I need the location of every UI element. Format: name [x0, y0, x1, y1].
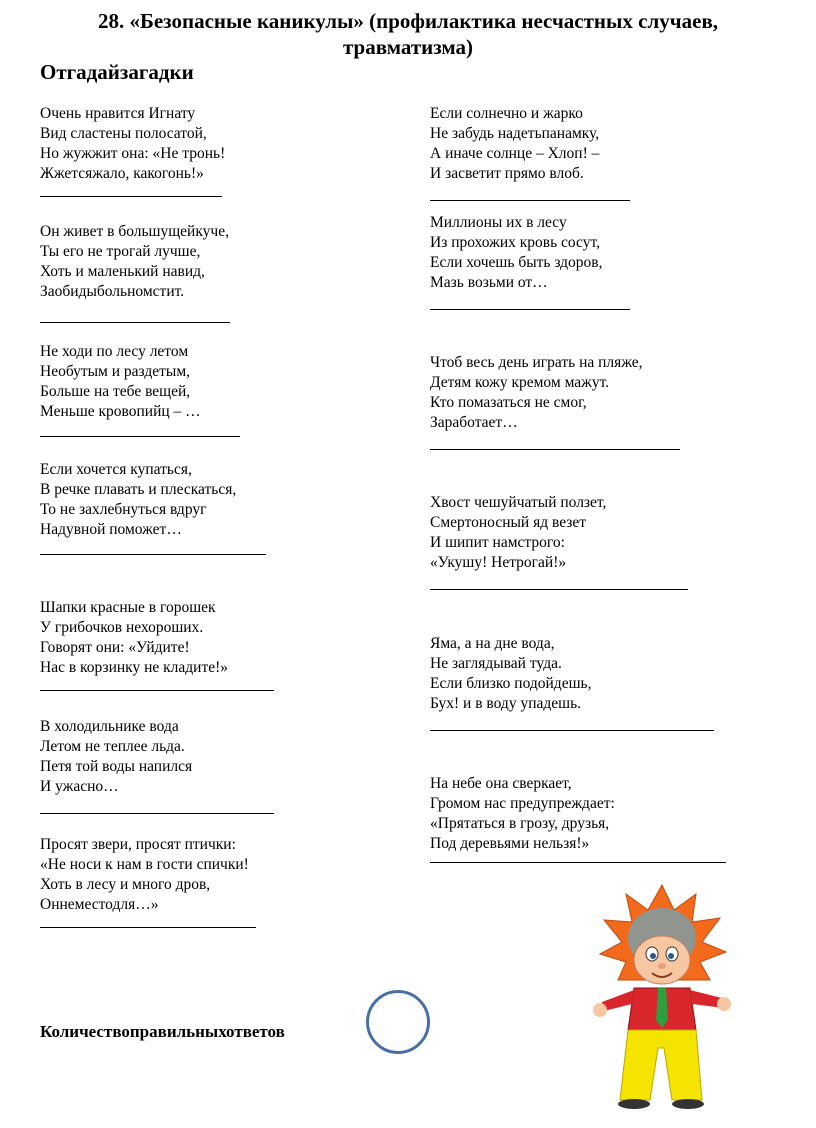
answer-line: [40, 554, 266, 555]
riddle-line: У грибочков нехороших.: [40, 619, 204, 636]
riddle-line: Больше на тебе вещей,: [40, 383, 191, 400]
riddle-line: Если близко подойдешь,: [430, 675, 592, 692]
riddle-line: Летом не теплее льда.: [40, 738, 185, 755]
title-line-1: 28. «Безопасные каникулы» (профилактика несчастных случаев,: [97, 9, 719, 33]
riddle-right-4: [430, 493, 688, 590]
answer-line: [40, 322, 230, 323]
riddle-line: Мазь возьми от…: [430, 274, 548, 291]
riddle-line: Под деревьями нельзя!»: [430, 835, 590, 852]
riddle-line: Бух! и в воду упадешь.: [430, 695, 582, 712]
riddle-line: Чтоб весь день играть на пляже,: [430, 354, 643, 371]
riddle-line: Не забудь надетьпанамку,: [430, 125, 600, 142]
riddle-left-1: [40, 104, 225, 197]
riddle-line: Необутым и раздетым,: [40, 363, 191, 380]
riddle-line: В речке плавать и плескаться,: [40, 481, 237, 498]
riddle-line: Смертоносный яд везет: [430, 514, 587, 531]
riddle-line: Громом нас предупреждает:: [430, 795, 615, 812]
cartoon-boy-icon: [592, 880, 732, 1110]
answer-line: [40, 436, 240, 437]
answer-line: [40, 196, 222, 197]
correct-answers-label: Количествоправильныхответов: [40, 1022, 285, 1041]
riddle-right-5: [430, 634, 714, 731]
title-line-2: травматизма): [342, 35, 474, 59]
score-circle[interactable]: [366, 990, 430, 1054]
riddle-line: На небе она сверкает,: [430, 775, 572, 792]
riddle-line: Миллионы их в лесу: [430, 214, 567, 231]
answer-line: [430, 862, 726, 863]
riddle-line: Нас в корзинку не кладите!»: [40, 659, 229, 676]
riddle-line: Заобидыбольномстит.: [40, 283, 185, 300]
riddle-line: Жжетсяжало, какогонь!»: [40, 165, 204, 182]
riddle-line: И засветит прямо влоб.: [430, 165, 584, 182]
riddle-line: Надувной поможет…: [40, 521, 182, 538]
answer-line: [430, 589, 688, 590]
riddle-line: Не заглядывай туда.: [430, 655, 562, 672]
riddle-line: Меньше кровопийц – …: [40, 403, 201, 420]
riddle-left-7: [40, 835, 256, 928]
riddle-line: Не ходи по лесу летом: [40, 343, 189, 360]
riddle-line: Хоть и маленький навид,: [40, 263, 205, 280]
riddle-line: И шипит намстрого:: [430, 534, 565, 551]
riddle-line: И ужасно…: [40, 778, 119, 795]
riddle-line: Ты его не трогай лучше,: [40, 243, 201, 260]
section-subtitle: Отгадайзагадки: [40, 60, 194, 84]
riddle-left-4: [40, 460, 266, 555]
riddle-line: Но жужжит она: «Не тронь!: [40, 145, 226, 162]
riddle-line: То не захлебнуться вдруг: [40, 501, 207, 518]
riddle-line: Петя той воды напился: [40, 758, 193, 775]
riddle-line: Хвост чешуйчатый ползет,: [430, 494, 607, 511]
riddle-line: Заработает…: [430, 414, 518, 431]
riddle-line: Детям кожу кремом мажут.: [430, 374, 610, 391]
answer-line: [430, 449, 680, 450]
riddle-line: Просят звери, просят птички:: [40, 836, 236, 853]
riddle-line: А иначе солнце – Хлоп! –: [430, 145, 600, 162]
riddle-right-6: [430, 774, 726, 863]
riddle-line: Вид сластены полосатой,: [40, 125, 207, 142]
riddle-line: В холодильнике вода: [40, 718, 179, 735]
riddle-line: «Укушу! Нетрогай!»: [430, 554, 567, 571]
answer-line: [430, 309, 630, 310]
riddle-line: Если хочется купаться,: [40, 461, 192, 478]
riddle-line: Говорят они: «Уйдите!: [40, 639, 190, 656]
answer-line: [430, 200, 630, 201]
riddle-line: Очень нравится Игнату: [40, 105, 196, 122]
answer-line: [40, 813, 274, 814]
riddle-line: Если хочешь быть здоров,: [430, 254, 603, 271]
riddle-line: «Прятаться в грозу, друзья,: [430, 815, 610, 832]
riddle-left-3: [40, 342, 240, 437]
riddle-line: Если солнечно и жарко: [430, 105, 583, 122]
riddle-line: «Не носи к нам в гости спички!: [40, 856, 249, 873]
riddle-line: Из прохожих кровь сосут,: [430, 234, 600, 251]
riddle-right-2: [430, 213, 630, 310]
riddle-line: Он живет в большущейкуче,: [40, 223, 229, 240]
riddle-line: Шапки красные в горошек: [40, 599, 216, 616]
riddle-line: Оннеместодля…»: [40, 896, 159, 913]
riddle-line: Хоть в лесу и много дров,: [40, 876, 211, 893]
riddle-line: Яма, а на дне вода,: [430, 635, 555, 652]
riddle-right-1: [430, 104, 630, 201]
document-title: [0, 8, 816, 60]
riddle-line: Кто помазаться не смог,: [430, 394, 587, 411]
riddle-left-5: [40, 598, 274, 691]
answer-line: [40, 690, 274, 691]
riddle-right-3: [430, 353, 680, 450]
answer-line: [430, 730, 714, 731]
riddle-left-2: [40, 222, 230, 323]
answer-line: [40, 927, 256, 928]
riddle-left-6: [40, 717, 274, 814]
